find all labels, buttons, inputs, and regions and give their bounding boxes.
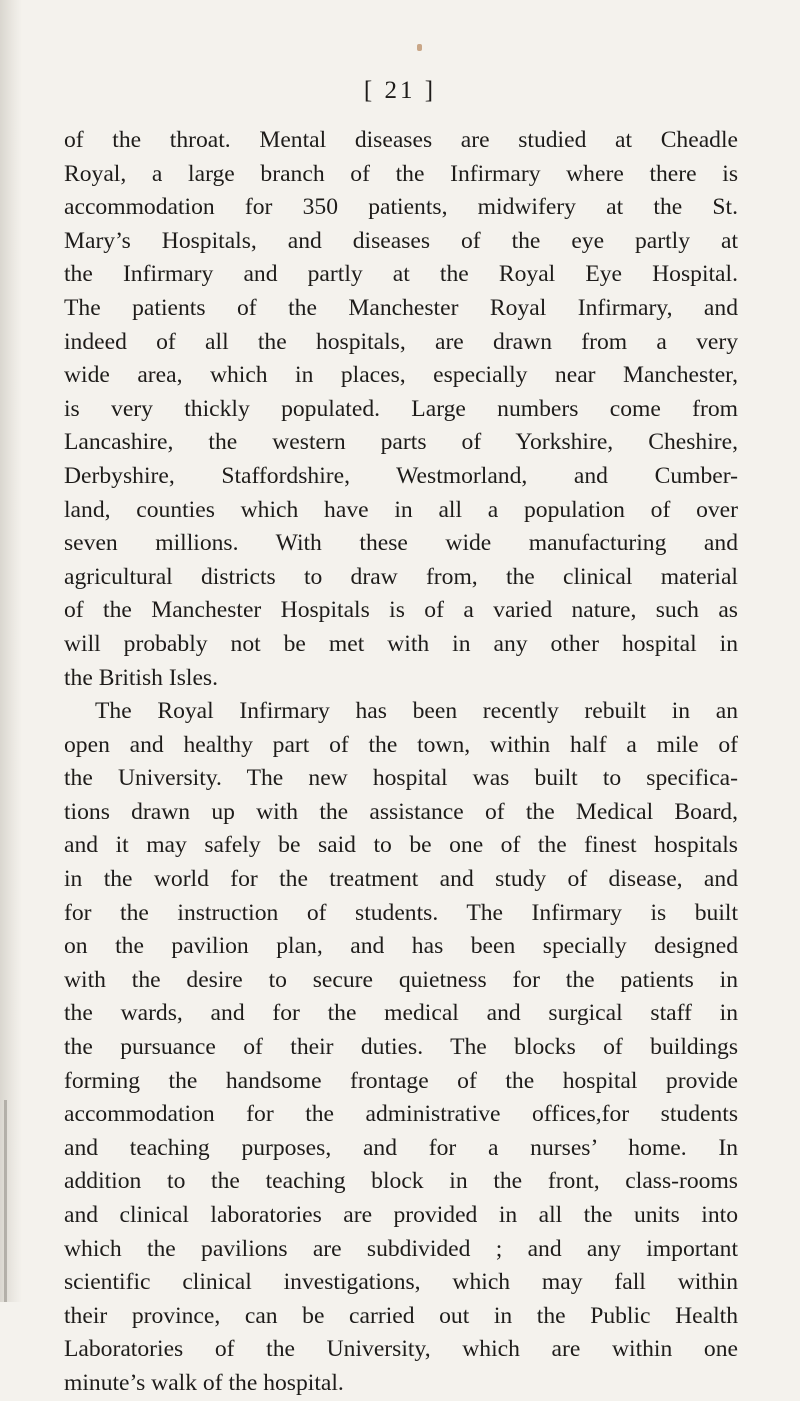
text-line: and teaching purposes, and for a nurses’ home. In (64, 1134, 738, 1161)
text-line: will probably not be met with in any other hospital in (64, 630, 738, 657)
text-line: land, counties which have in all a population of over (64, 496, 738, 523)
text-line: addition to the teaching block in the front, class-rooms (64, 1168, 738, 1195)
text-line: Royal, a large branch of the Infirmary where there is (64, 160, 738, 187)
text-line: The patients of the Manchester Royal Infirmary, and (64, 294, 738, 321)
body-text (64, 124, 738, 1401)
text-line: the British Isles. (64, 664, 219, 691)
text-line: Lancashire, the western parts of Yorkshire, Cheshire, (64, 429, 738, 456)
text-line: scientific clinical investigations, which may fall within (64, 1269, 738, 1296)
text-line: agricultural districts to draw from, the clinical material (64, 563, 738, 590)
text-line: open and healthy part of the town, within half a mile of (64, 731, 738, 758)
text-line: for the instruction of students. The Infirmary is built (64, 899, 738, 926)
text-line: wide area, which in places, especially near Manchester, (64, 362, 738, 389)
ink-mark (417, 44, 422, 51)
text-line: accommodation for 350 patients, midwifery at the St. (64, 194, 738, 221)
text-line: Mary’s Hospitals, and diseases of the eye partly at (64, 227, 738, 254)
text-line: tions drawn up with the assistance of the Medical Board, (64, 798, 738, 825)
text-line: with the desire to secure quietness for the patients in (64, 966, 738, 993)
text-line: the wards, and for the medical and surgical staff in (64, 1000, 738, 1027)
text-line: indeed of all the hospitals, are drawn from a very (64, 328, 738, 355)
text-line: on the pavilion plan, and has been specially designed (64, 933, 738, 960)
binding-shadow (4, 1100, 7, 1302)
text-line: accommodation for the administrative offices,for students (64, 1101, 738, 1128)
text-line: which the pavilions are subdivided ; and any important (64, 1235, 738, 1262)
text-line: the Infirmary and partly at the Royal Eye Hospital. (64, 261, 738, 288)
text-line: the pursuance of their duties. The blocks of buildings (64, 1034, 738, 1061)
text-line: the University. The new hospital was built to specifica- (64, 765, 738, 792)
text-line: seven millions. With these wide manufacturing and (64, 530, 738, 557)
text-line: forming the handsome frontage of the hospital provide (64, 1067, 738, 1094)
text-line: minute’s walk of the hospital. (64, 1369, 344, 1396)
text-line: and it may safely be said to be one of the finest hospitals (64, 832, 738, 859)
text-line: is very thickly populated. Large numbers come from (64, 395, 738, 422)
text-line: of the throat. Mental diseases are studied at Cheadle (64, 127, 738, 153)
page-number: [ 21 ] (363, 77, 437, 104)
text-line: their province, can be carried out in the Public Health (64, 1302, 738, 1329)
text-line: in the world for the treatment and study of disease, and (64, 866, 738, 893)
text-line: The Royal Infirmary has been recently rebuilt in an (95, 698, 738, 725)
text-line: Laboratories of the University, which are within one (64, 1336, 738, 1363)
text-line: of the Manchester Hospitals is of a varied nature, such as (64, 597, 738, 624)
text-line: and clinical laboratories are provided in all the units into (64, 1202, 738, 1228)
text-line: Derbyshire, Staffordshire, Westmorland, and Cumber- (64, 462, 738, 489)
